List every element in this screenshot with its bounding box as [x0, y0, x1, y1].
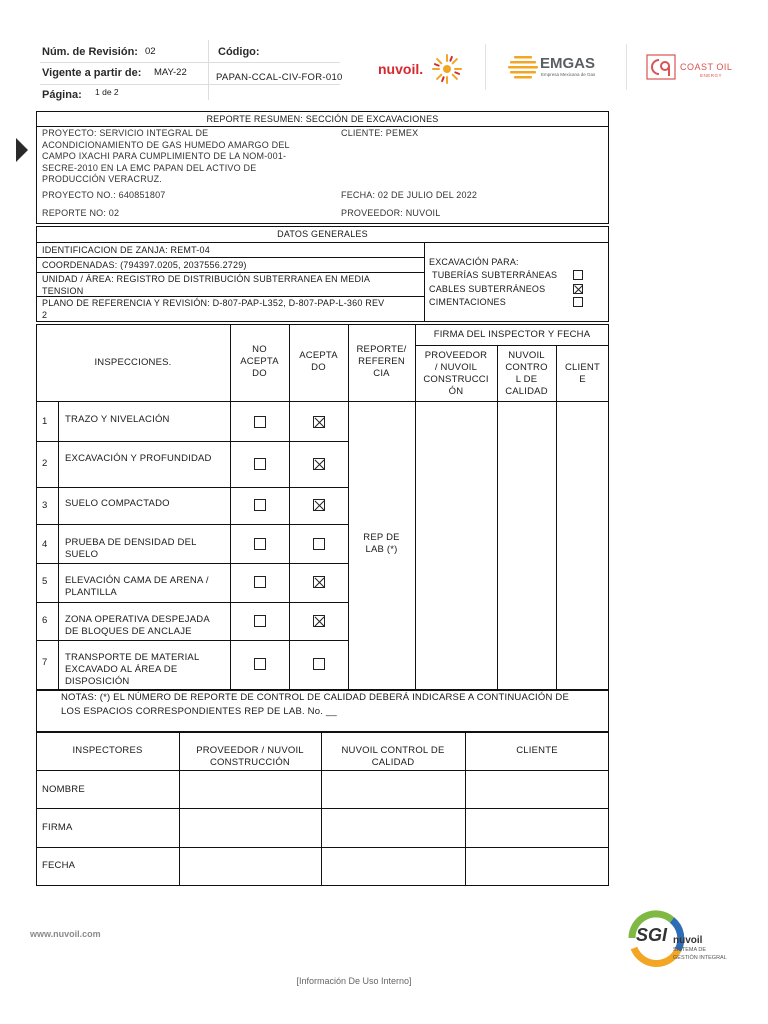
notes-text: NOTAS: (*) EL NÚMERO DE REPORTE DE CONTROL DE CALIDAD DEBERÁ INDICARSE A CONTINUACIÓN DE LOS ESPACIOS CORRESPONDIENTES REP DE LAB. No. __: [61, 692, 569, 717]
signature-header: FIRMA DEL INSPECTOR Y FECHA: [433, 329, 591, 340]
report-title: REPORTE RESUMEN: SECCIÓN DE EXCAVACIONES: [206, 114, 439, 124]
sig-header-quality: NUVOIL CONTROL DE CALIDAD: [341, 745, 445, 768]
coast-oil-emblem-icon: [646, 54, 676, 80]
nuvoil-logo-text: nuvoil.: [378, 61, 424, 77]
option-cables-checkbox[interactable]: [573, 284, 583, 294]
row-label: SUELO COMPACTADO: [65, 498, 170, 509]
coast-oil-logo-text: COAST OIL: [680, 62, 733, 72]
revision-label: Núm. de Revisión:: [42, 46, 138, 58]
not-accepted-checkbox[interactable]: [254, 658, 266, 670]
nuvoil-sun-icon: [430, 52, 464, 86]
accepted-checkbox[interactable]: [313, 416, 325, 428]
option-foundations-checkbox[interactable]: [573, 297, 583, 307]
accepted-checkbox[interactable]: [313, 615, 325, 627]
option-pipes-checkbox[interactable]: [573, 270, 583, 280]
code-value: PAPAN-CCAL-CIV-FOR-010: [216, 72, 343, 83]
row-label: PRUEBA DE DENSIDAD DEL SUELO: [65, 537, 197, 560]
accepted-checkbox[interactable]: [313, 458, 325, 470]
lab-report-reference: REP DE LAB (*): [363, 532, 400, 555]
row-label: EXCAVACIÓN Y PROFUNDIDAD: [65, 453, 212, 464]
sgi-logo-text: SGI: [636, 925, 668, 945]
option-foundations-label: CIMENTACIONES: [429, 297, 506, 307]
sig-row-signature: FIRMA: [42, 822, 73, 833]
row-number: 4: [42, 539, 48, 550]
valid-from-label: Vigente a partir de:: [42, 67, 142, 79]
trench-id: IDENTIFICACION DE ZANJA: REMT-04: [42, 245, 210, 255]
option-pipes-label: TUBERÍAS SUBTERRÁNEAS: [432, 270, 558, 280]
col-provider: PROVEEDOR / NUVOIL CONSTRUCCI ÓN: [423, 350, 489, 397]
not-accepted-checkbox[interactable]: [254, 615, 266, 627]
excavation-for-label: EXCAVACIÓN PARA:: [429, 257, 519, 267]
sig-row-date: FECHA: [42, 860, 76, 871]
row-number: 2: [42, 458, 48, 469]
accepted-checkbox[interactable]: [313, 499, 325, 511]
sgi-subtitle-1: SISTEMA DE: [673, 947, 707, 953]
side-marker-arrow-icon: [16, 138, 28, 162]
row-label: TRAZO Y NIVELACIÓN: [65, 414, 170, 425]
row-label: ELEVACIÓN CAMA DE ARENA / PLANTILLA: [65, 575, 209, 598]
row-number: 1: [42, 416, 48, 427]
col-not-accepted: NO ACEPTA DO: [240, 344, 279, 379]
coast-oil-subtitle: ENERGY: [700, 73, 723, 78]
row-number: 5: [42, 576, 48, 587]
option-cables-label: CABLES SUBTERRÁNEOS: [429, 284, 546, 294]
accepted-checkbox[interactable]: [313, 538, 325, 550]
sig-header-provider: PROVEEDOR / NUVOIL CONSTRUCCIÓN: [196, 745, 304, 768]
project-number: PROYECTO NO.: 640851807: [42, 190, 166, 200]
not-accepted-checkbox[interactable]: [254, 538, 266, 550]
page-value: 1 de 2: [95, 87, 119, 97]
row-number: 3: [42, 500, 48, 511]
accepted-checkbox[interactable]: [313, 658, 325, 670]
sgi-subtitle-2: GESTIÓN INTEGRAL: [673, 955, 727, 961]
footer-internal-use: [Información De Uso Interno]: [296, 976, 412, 986]
not-accepted-checkbox[interactable]: [254, 458, 266, 470]
accepted-checkbox[interactable]: [313, 576, 325, 588]
col-report: REPORTE/ REFEREN CIA: [356, 344, 407, 379]
sig-header-inspectors: INSPECTORES: [72, 745, 143, 756]
row-label: TRANSPORTE DE MATERIAL EXCAVADO AL ÁREA DE DISPOSICIÓN: [65, 652, 200, 687]
emgas-stripes-icon: [508, 54, 538, 82]
footer-website: www.nuvoil.com: [30, 929, 101, 939]
page-label: Página:: [42, 89, 82, 101]
row-number: 7: [42, 657, 48, 668]
col-inspections: INSPECCIONES.: [94, 357, 172, 368]
emgas-logo-text: EMGAS: [540, 55, 596, 72]
coordinates: COORDENADAS: (794397.0205, 2037556.2729): [42, 260, 247, 270]
code-label: Código:: [218, 46, 260, 58]
provider-name: PROVEEDOR: NUVOIL: [341, 208, 441, 218]
col-quality: NUVOIL CONTRO L DE CALIDAD: [505, 350, 548, 397]
row-number: 6: [42, 615, 48, 626]
reference-plan: PLANO DE REFERENCIA Y REVISIÓN: D-807-PAP-L352, D-807-PAP-L-360 REV 2: [42, 298, 385, 320]
sig-header-client: CLIENTE: [516, 745, 558, 756]
col-accepted: ACEPTA DO: [299, 350, 338, 373]
report-date: FECHA: 02 DE JULIO DEL 2022: [341, 190, 478, 200]
sgi-brand: nuvoil: [673, 935, 703, 946]
not-accepted-checkbox[interactable]: [254, 576, 266, 588]
revision-value: 02: [145, 46, 156, 57]
col-client: CLIENT E: [565, 362, 600, 385]
not-accepted-checkbox[interactable]: [254, 499, 266, 511]
project-description: PROYECTO: SERVICIO INTEGRAL DE ACONDICIONAMIENTO DE GAS HUMEDO AMARGO DEL CAMPO IXACHI PARA CUMPLIMIENTO DE LA NOM-001- SECRE-2010 EN LA EMC PAPAN DEL ACTIVO DE PRODUCCIÓN VERACRUZ.: [42, 128, 290, 184]
emgas-subtitle: Empresa Mexicana de Gas: [541, 72, 596, 77]
report-number: REPORTE NO: 02: [42, 208, 120, 218]
unit-area: UNIDAD / ÁREA: REGISTRO DE DISTRIBUCIÓN SUBTERRANEA EN MEDIA TENSION: [42, 274, 371, 296]
client-name: CLIENTE: PEMEX: [341, 128, 419, 138]
row-label: ZONA OPERATIVA DESPEJADA DE BLOQUES DE ANCLAJE: [65, 614, 210, 637]
not-accepted-checkbox[interactable]: [254, 416, 266, 428]
valid-from-value: MAY-22: [154, 67, 187, 78]
general-data-title: DATOS GENERALES: [277, 229, 368, 239]
sig-row-name: NOMBRE: [42, 784, 85, 795]
